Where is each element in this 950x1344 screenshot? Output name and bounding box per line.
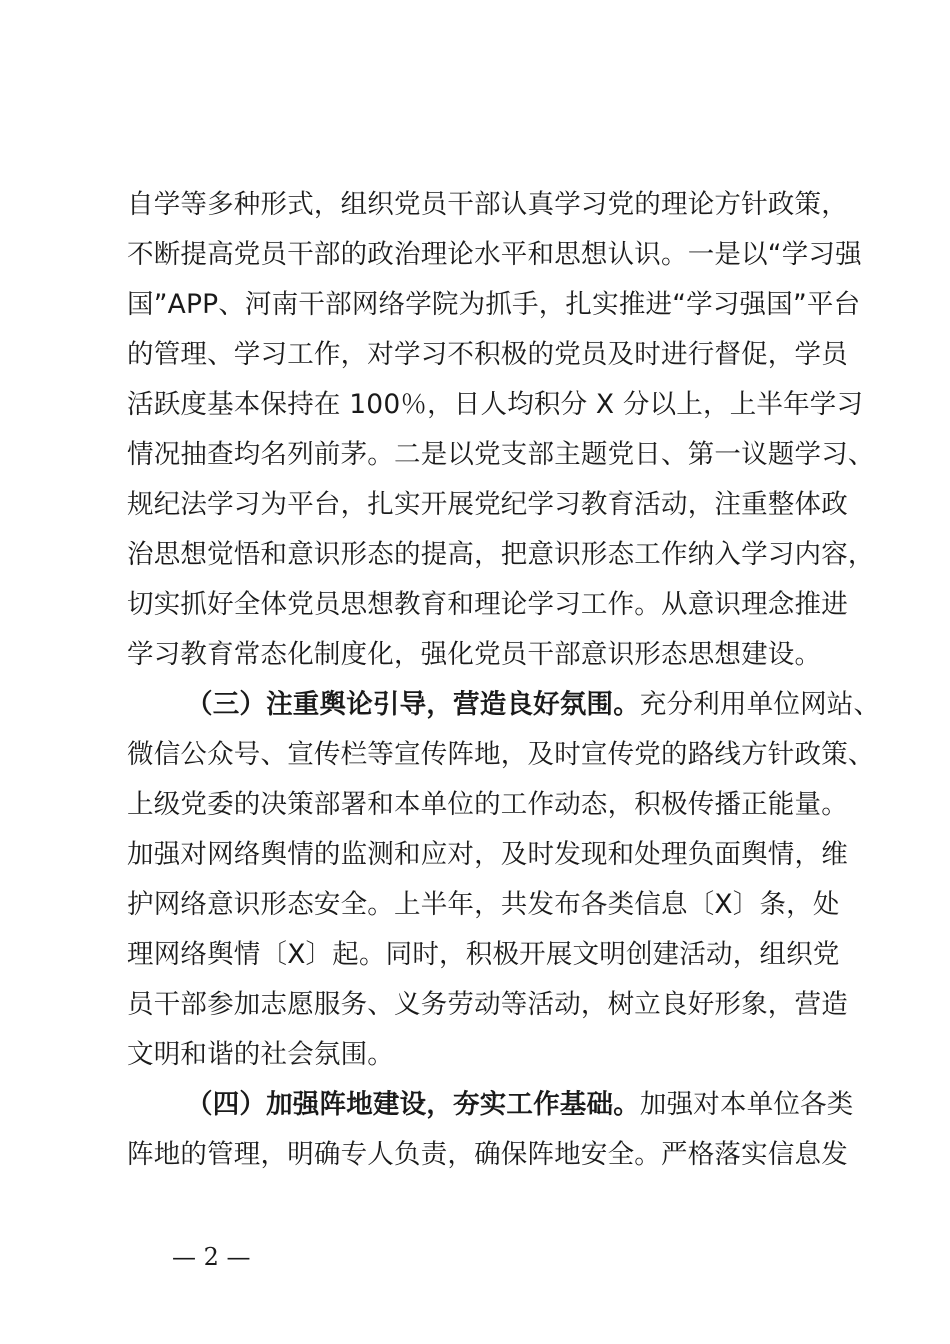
body-line: 切实抓好全体党员思想教育和理论学习工作。从意识理念推进 <box>127 589 848 620</box>
body-line: 自学等多种形式，组织党员干部认真学习党的理论方针政策， <box>127 189 848 220</box>
body-line: 治思想觉悟和意识形态的提高，把意识形态工作纳入学习内容， <box>127 539 875 570</box>
page-number: — 2 — <box>172 1243 251 1271</box>
body-line: 阵地的管理，明确专人负责，确保阵地安全。严格落实信息发 <box>127 1139 848 1170</box>
body-text: 加强对本单位各类 <box>639 1089 854 1120</box>
body-line: 理网络舆情〔X〕起。同时，积极开展文明创建活动，组织党 <box>127 939 840 970</box>
body-line: 不断提高党员干部的政治理论水平和思想认识。一是以“学习强 <box>127 239 862 270</box>
body-line: 加强对网络舆情的监测和应对，及时发现和处理负面舆情，维 <box>127 839 848 870</box>
section-heading-4: （四）加强阵地建设，夯实工作基础。 <box>186 1089 640 1120</box>
section-heading-line <box>186 690 946 720</box>
section-heading-3: （三）注重舆论引导，营造良好氛围。 <box>186 689 640 720</box>
body-line: 护网络意识形态安全。上半年，共发布各类信息〔X〕条，处 <box>127 889 840 920</box>
body-text: 充分利用单位网站、 <box>639 689 881 720</box>
body-line: 学习教育常态化制度化，强化党员干部意识形态思想建设。 <box>127 639 822 670</box>
body-line: 微信公众号、宣传栏等宣传阵地，及时宣传党的路线方针政策、 <box>127 739 875 770</box>
body-line: 活跃度基本保持在 100％，日人均积分 X 分以上，上半年学习 <box>127 389 864 420</box>
body-line: 国”APP、河南干部网络学院为抓手，扎实推进“学习强国”平台 <box>127 289 861 320</box>
body-line: 员干部参加志愿服务、义务劳动等活动，树立良好形象，营造 <box>127 989 848 1020</box>
body-line: 的管理、学习工作，对学习不积极的党员及时进行督促，学员 <box>127 339 848 370</box>
section-heading-line <box>186 1090 946 1120</box>
body-line: 规纪法学习为平台，扎实开展党纪学习教育活动，注重整体政 <box>127 489 848 520</box>
body-line: 文明和谐的社会氛围。 <box>127 1039 394 1070</box>
body-line: 情况抽查均名列前茅。二是以党支部主题党日、第一议题学习、 <box>127 439 875 470</box>
body-line: 上级党委的决策部署和本单位的工作动态，积极传播正能量。 <box>127 789 848 820</box>
